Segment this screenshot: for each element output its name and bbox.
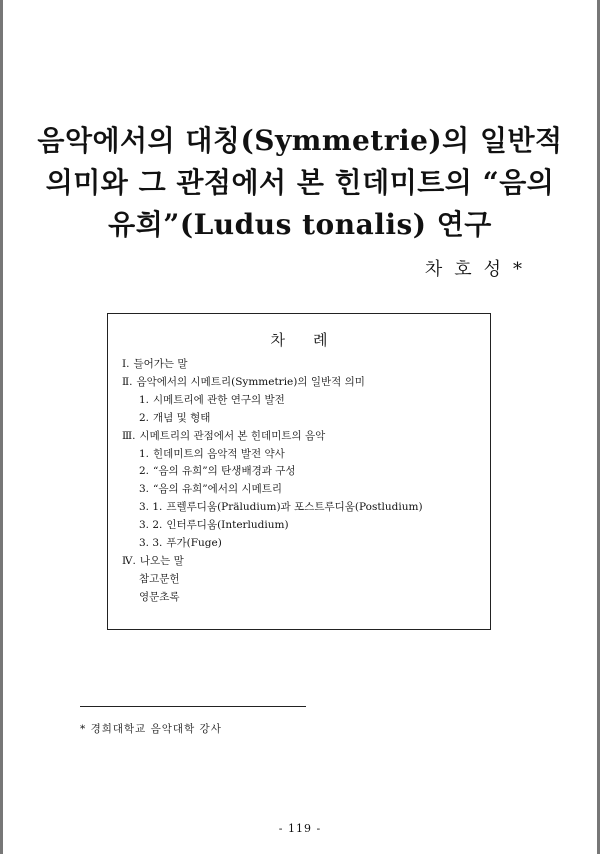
toc-item-number: 1. [139, 393, 150, 406]
toc-item-number: Ⅰ. [122, 358, 130, 370]
toc-item [122, 446, 423, 464]
toc-item-text: 프렐루디움(Präludium)과 포스트루디움(Postludium) [166, 501, 423, 514]
toc-item [122, 499, 423, 517]
toc-item [122, 571, 423, 589]
toc-item-text: 시메트리에 관한 연구의 발전 [153, 393, 285, 406]
toc-item-number: 3. 1. [139, 501, 163, 514]
toc-item-number: 3. [139, 483, 150, 496]
toc-item [122, 535, 423, 553]
toc-item [122, 589, 423, 607]
toc-item-number: 3. 2. [139, 519, 163, 532]
footnote-divider [80, 706, 306, 707]
toc-heading: 차례 [270, 331, 356, 349]
toc-item [122, 410, 423, 428]
toc-item [122, 428, 423, 446]
toc-item-number: 2. [139, 411, 150, 424]
toc-item [122, 553, 423, 571]
toc-item-text: 영문초록 [139, 590, 180, 603]
toc-item-text: 참고문헌 [139, 572, 180, 585]
toc-item-text: 시메트리의 관점에서 본 힌데미트의 음악 [139, 429, 326, 442]
title-line-1: 음악에서의 대칭(Symmetrie)의 일반적 [37, 124, 563, 157]
toc-item-number: Ⅳ. [122, 554, 136, 567]
toc-item-number: 2. [139, 465, 150, 478]
paper-title [0, 120, 600, 246]
toc-item-text: “음의 유희”에서의 시메트리 [153, 483, 283, 496]
table-of-contents [107, 313, 491, 630]
toc-item-text: 들어가는 말 [133, 358, 188, 370]
author-footnote: * 경희대학교 음악대학 강사 [80, 723, 222, 735]
toc-item-number: Ⅱ. [122, 375, 133, 388]
toc-item [122, 374, 423, 392]
toc-item [122, 356, 423, 374]
title-line-3: 유희”(Ludus tonalis) 연구 [108, 208, 492, 241]
toc-item-number: Ⅲ. [122, 429, 136, 442]
toc-item-text: 나오는 말 [139, 554, 184, 567]
toc-item-text: “음의 유희”의 탄생배경과 구성 [153, 465, 296, 478]
toc-item-text: 푸가(Fuge) [166, 537, 222, 550]
toc-item-text: 음악에서의 시메트리(Symmetrie)의 일반적 의미 [136, 375, 365, 388]
toc-list [122, 356, 423, 607]
title-line-2: 의미와 그 관점에서 본 힌데미트의 “음의 [45, 166, 555, 199]
toc-item [122, 517, 423, 535]
toc-item-number: 3. 3. [139, 537, 163, 550]
toc-item-text: 인터루디움(Interludium) [166, 519, 289, 532]
page-number: - 119 - [278, 822, 322, 835]
toc-item-text: 힌데미트의 음악적 발전 약사 [153, 447, 285, 460]
author-name: 차호성* [424, 259, 534, 280]
toc-item-text: 개념 및 형태 [153, 411, 211, 424]
toc-item [122, 463, 423, 481]
toc-item [122, 392, 423, 410]
toc-item [122, 481, 423, 499]
toc-item-number: 1. [139, 447, 150, 460]
